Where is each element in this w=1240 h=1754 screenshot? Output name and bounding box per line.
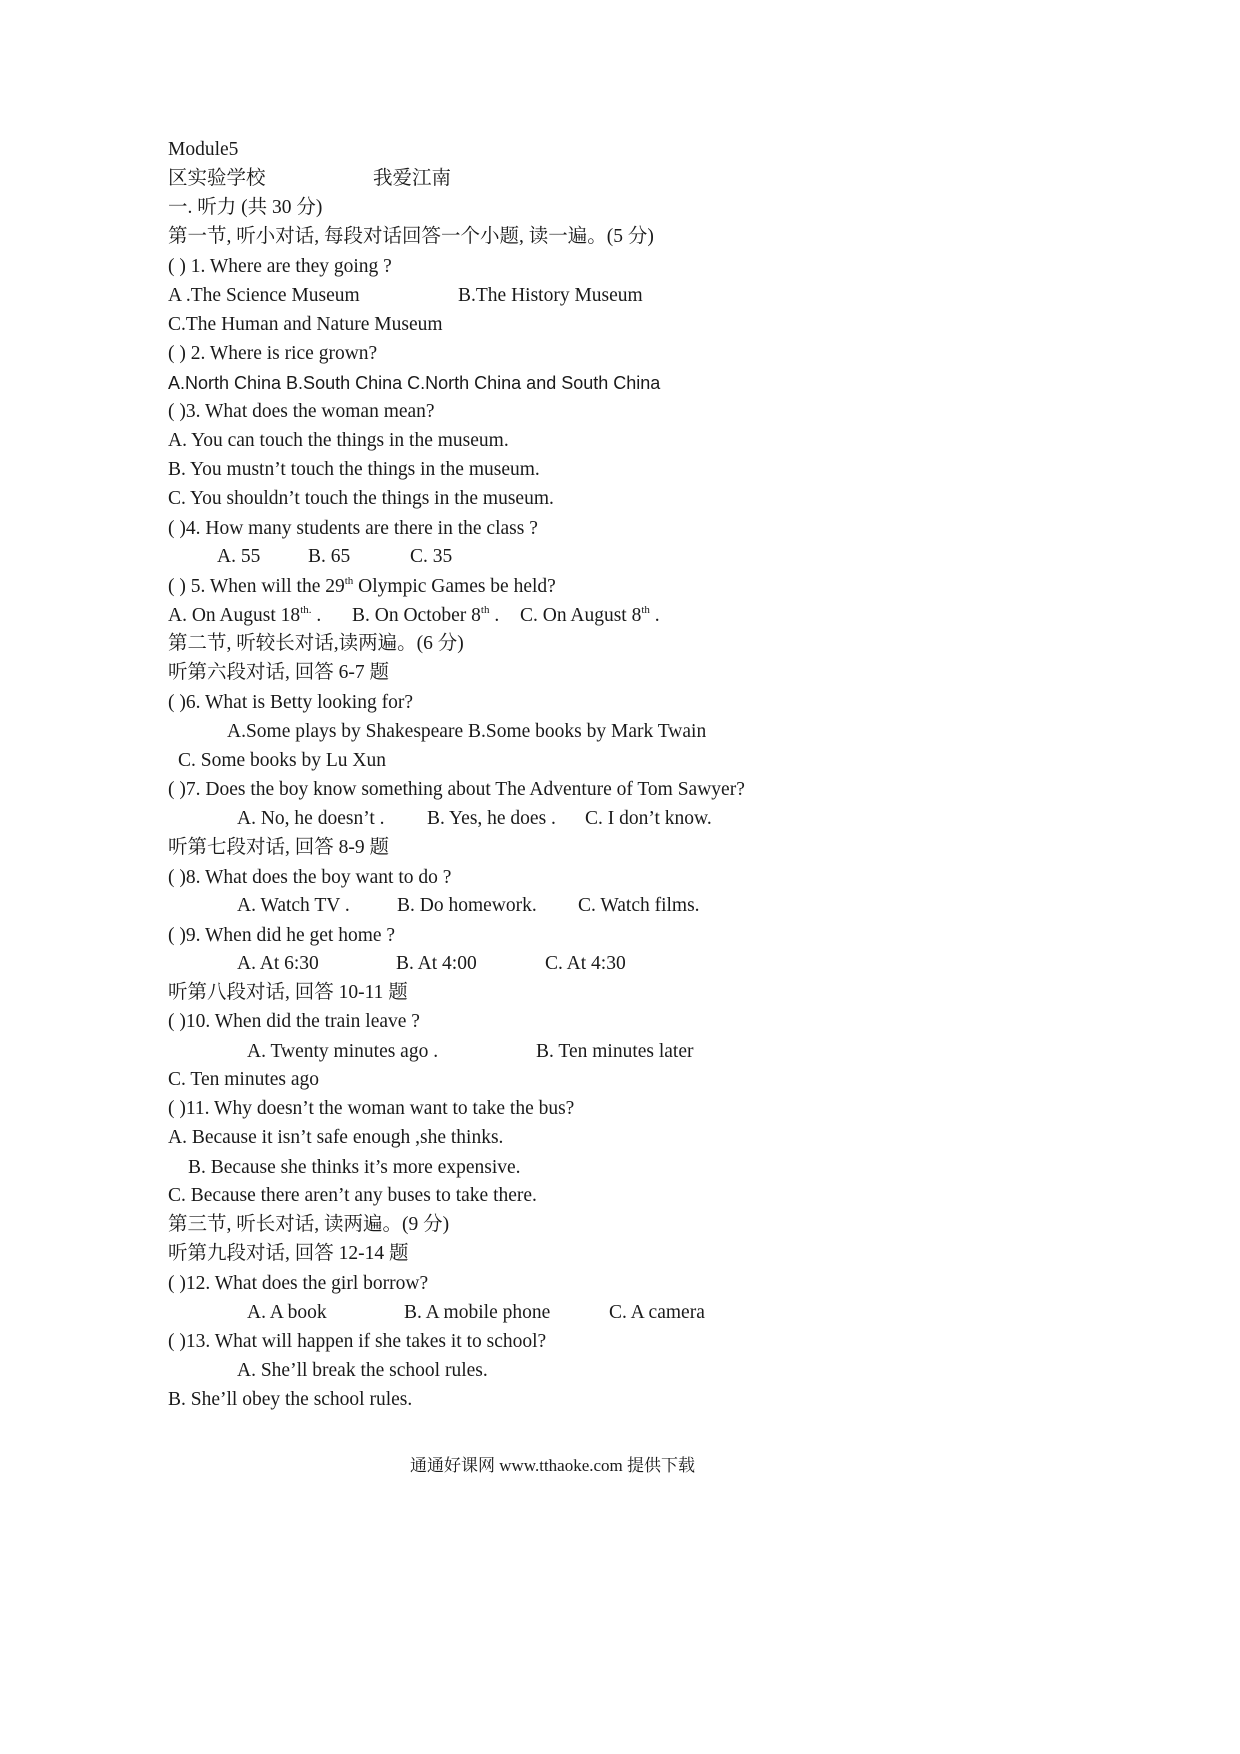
- q4-option-c: C. 35: [410, 546, 453, 567]
- q5-c-sup: th: [641, 604, 650, 616]
- q2-options: A.North China B.South China C.North China and South China: [168, 373, 661, 393]
- q5-c-pre: C. On August 8: [520, 605, 642, 626]
- q5-stem-post: Olympic Games be held?: [353, 576, 556, 597]
- q6-options-ab: A.Some plays by Shakespeare B.Some books by Mark Twain: [227, 721, 707, 742]
- q11-option-a: A. Because it isn’t safe enough ,she thinks.: [168, 1127, 504, 1148]
- question-3: ( )3. What does the woman mean?: [168, 401, 435, 422]
- q6-option-c: C. Some books by Lu Xun: [178, 750, 387, 771]
- q5-b-post: .: [489, 605, 500, 626]
- q5-c-post: .: [649, 605, 660, 626]
- q13-option-b: B. She’ll obey the school rules.: [168, 1389, 413, 1410]
- question-8: ( )8. What does the boy want to do ?: [168, 867, 452, 888]
- q5-option-a: [168, 604, 321, 628]
- question-12: ( )12. What does the girl borrow?: [168, 1273, 429, 1294]
- q1-option-b: B.The History Museum: [458, 285, 643, 306]
- part1-instruction: 第一节, 听小对话, 每段对话回答一个小题, 读一遍。(5 分): [168, 226, 654, 247]
- dialog9-heading: 听第九段对话, 回答 12-14 题: [168, 1243, 409, 1264]
- question-5: [168, 575, 556, 599]
- question-11: ( )11. Why doesn’t the woman want to take the bus?: [168, 1098, 575, 1119]
- part2-instruction: 第二节, 听较长对话,读两遍。(6 分): [168, 633, 464, 654]
- q9-option-c: C. At 4:30: [545, 953, 626, 974]
- q3-option-c: C. You shouldn’t touch the things in the museum.: [168, 488, 554, 509]
- q11-option-c: C. Because there aren’t any buses to take there.: [168, 1185, 537, 1206]
- q5-option-c: [520, 604, 660, 628]
- q8-option-a: A. Watch TV .: [237, 895, 350, 916]
- q12-option-a: A. A book: [247, 1302, 327, 1323]
- q5-a-post: .: [311, 605, 322, 626]
- module-title: Module5: [168, 139, 239, 160]
- q9-option-b: B. At 4:00: [396, 953, 477, 974]
- q5-b-pre: B. On October 8: [352, 605, 481, 626]
- q10-option-c: C. Ten minutes ago: [168, 1069, 320, 1090]
- dialog6-heading: 听第六段对话, 回答 6-7 题: [168, 662, 389, 683]
- question-4: ( )4. How many students are there in the class ?: [168, 518, 538, 539]
- q10-option-a: A. Twenty minutes ago .: [247, 1041, 439, 1062]
- q5-a-sup: th.: [300, 604, 312, 616]
- question-9: ( )9. When did he get home ?: [168, 925, 396, 946]
- q13-option-a: A. She’ll break the school rules.: [237, 1360, 488, 1381]
- question-2: ( ) 2. Where is rice grown?: [168, 343, 378, 364]
- q12-option-c: C. A camera: [609, 1302, 705, 1323]
- section-title: 一. 听力 (共 30 分): [168, 197, 323, 218]
- q5-a-pre: A. On August 18: [168, 605, 301, 626]
- question-13: ( )13. What will happen if she takes it to school?: [168, 1331, 547, 1352]
- question-1: ( ) 1. Where are they going ?: [168, 256, 392, 277]
- q3-option-a: A. You can touch the things in the museum.: [168, 430, 509, 451]
- q5-option-b: [352, 604, 499, 628]
- question-7: ( )7. Does the boy know something about The Adventure of Tom Sawyer?: [168, 779, 745, 800]
- q5-stem-sup: th: [344, 575, 354, 587]
- q9-option-a: A. At 6:30: [237, 953, 319, 974]
- author-name: 我爱江南: [373, 168, 452, 189]
- q8-option-c: C. Watch films.: [578, 895, 700, 916]
- q7-option-c: C. I don’t know.: [585, 808, 712, 829]
- question-6: ( )6. What is Betty looking for?: [168, 692, 413, 713]
- q11-option-b: B. Because she thinks it’s more expensive.: [188, 1157, 521, 1178]
- q3-option-b: B. You mustn’t touch the things in the museum.: [168, 459, 540, 480]
- q1-option-c: C.The Human and Nature Museum: [168, 314, 443, 335]
- question-10: ( )10. When did the train leave ?: [168, 1011, 420, 1032]
- dialog8-heading: 听第八段对话, 回答 10-11 题: [168, 982, 408, 1003]
- q10-option-b: B. Ten minutes later: [536, 1041, 694, 1062]
- q8-option-b: B. Do homework.: [397, 895, 537, 916]
- q7-option-a: A. No, he doesn’t .: [237, 808, 385, 829]
- q5-b-sup: th: [480, 604, 490, 616]
- page-footer: 通通好课网 www.tthaoke.com 提供下载: [410, 1456, 696, 1475]
- q7-option-b: B. Yes, he does .: [427, 808, 556, 829]
- q5-stem-pre: ( ) 5. When will the 29: [168, 576, 345, 597]
- q4-option-a: A. 55: [217, 546, 261, 567]
- q12-option-b: B. A mobile phone: [404, 1302, 551, 1323]
- q1-option-a: A .The Science Museum: [168, 285, 360, 306]
- q4-option-b: B. 65: [308, 546, 351, 567]
- part3-instruction: 第三节, 听长对话, 读两遍。(9 分): [168, 1214, 450, 1235]
- school-name: 区实验学校: [168, 168, 266, 189]
- dialog7-heading: 听第七段对话, 回答 8-9 题: [168, 837, 389, 858]
